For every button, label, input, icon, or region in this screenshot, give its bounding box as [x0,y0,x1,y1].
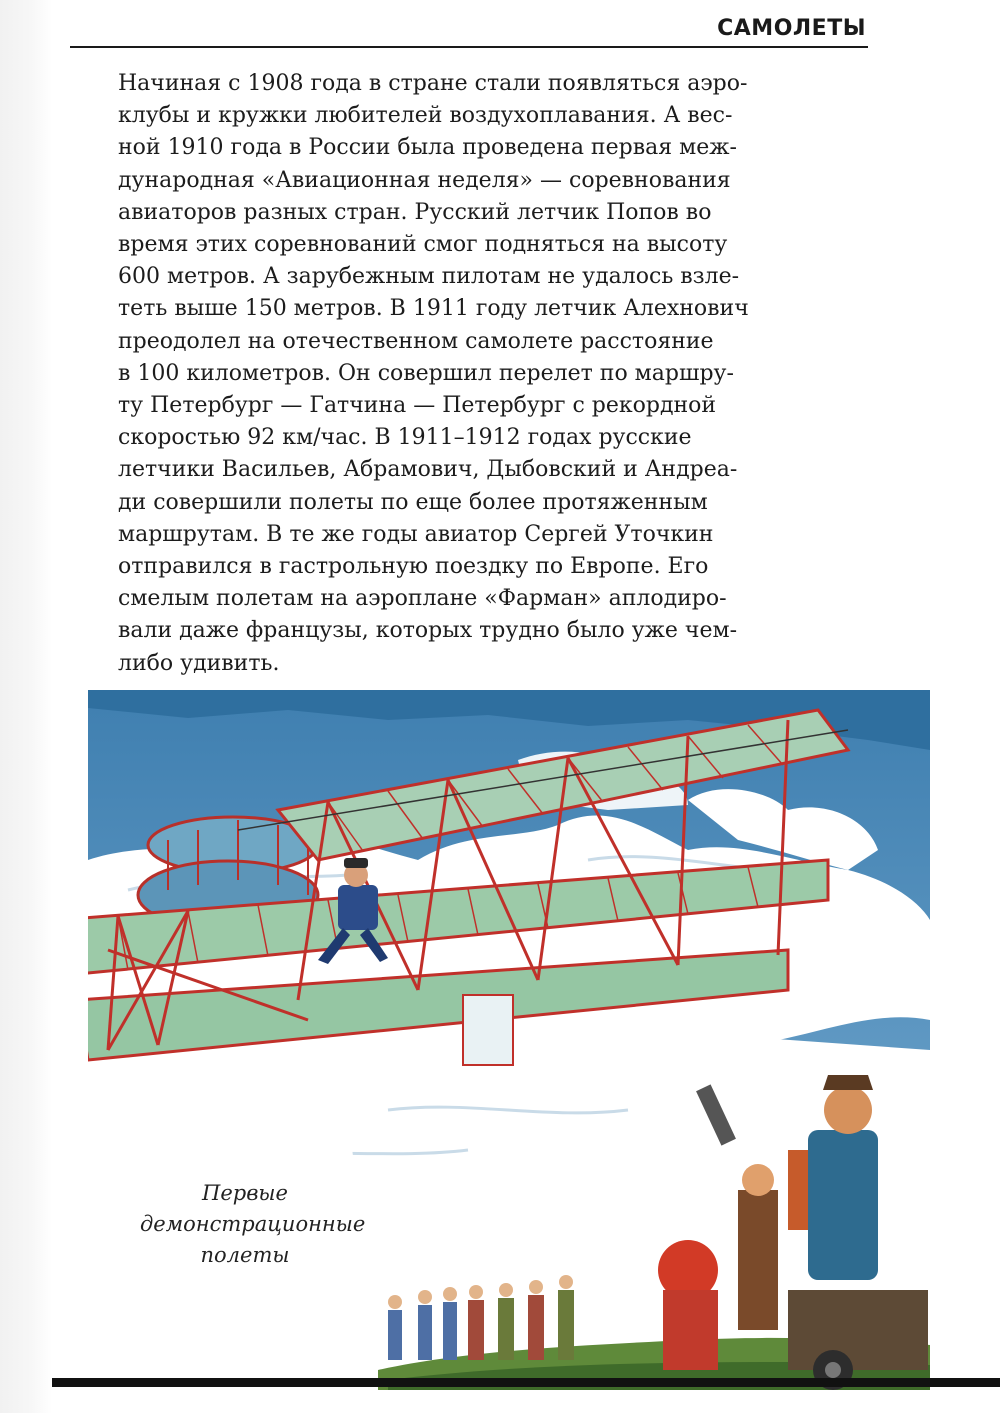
text-line: клубы и кружки любителей воздухоплавания. А вес- [118,103,733,129]
tail-rudder [463,995,513,1065]
text-line: скоростью 92 км/час. В 1911–1912 годах русские [118,425,692,451]
text-line: отправился в гастрольную поездку по Европе. Его [118,554,709,580]
text-line: вали даже французы, которых трудно было уже чем- [118,618,738,644]
text-line: авиаторов разных стран. Русский летчик Попов во [118,199,712,225]
text-line: время этих соревнований смог подняться на высоту [118,232,728,258]
text-line: Начиная с 1908 года в стране стали появляться аэро- [118,71,748,96]
caption-line: демонстрационные [140,1212,366,1236]
article-text [118,68,818,680]
scan-edge [0,0,52,1413]
running-header: САМОЛЕТЫ [717,16,866,41]
caption-line: полеты [200,1243,290,1267]
text-line: преодолел на отечественном самолете расстояние [118,328,714,354]
text-line: теть выше 150 метров. В 1911 году летчик Алехнович [118,296,749,322]
text-line: маршрутам. В те же годы авиатор Сергей Уточкин [118,521,714,547]
header-rule [70,46,868,48]
text-line: летчики Васильев, Абрамович, Дыбовский и Андреа- [118,457,738,483]
text-line: ту Петербург — Гатчина — Петербург с рекордной [118,393,717,419]
text-line: в 100 километров. Он совершил перелет по маршру- [118,360,734,386]
text-line: смелым полетам на аэроплане «Фарман» аплодиро- [118,586,727,612]
text-line: ной 1910 года в России была проведена первая меж- [118,135,737,161]
text-line: либо удивить. [118,650,280,676]
text-line: 600 метров. А зарубежным пилотам не удалось взле- [118,264,740,290]
text-line: ди совершили полеты по еще более протяженным [118,489,708,515]
figure-caption [140,1178,366,1271]
biplane-illustration [88,690,930,1390]
bottom-rule [52,1378,1000,1387]
text-line: дународная «Авиационная неделя» — соревнования [118,167,731,193]
caption-line: Первые [202,1181,288,1205]
